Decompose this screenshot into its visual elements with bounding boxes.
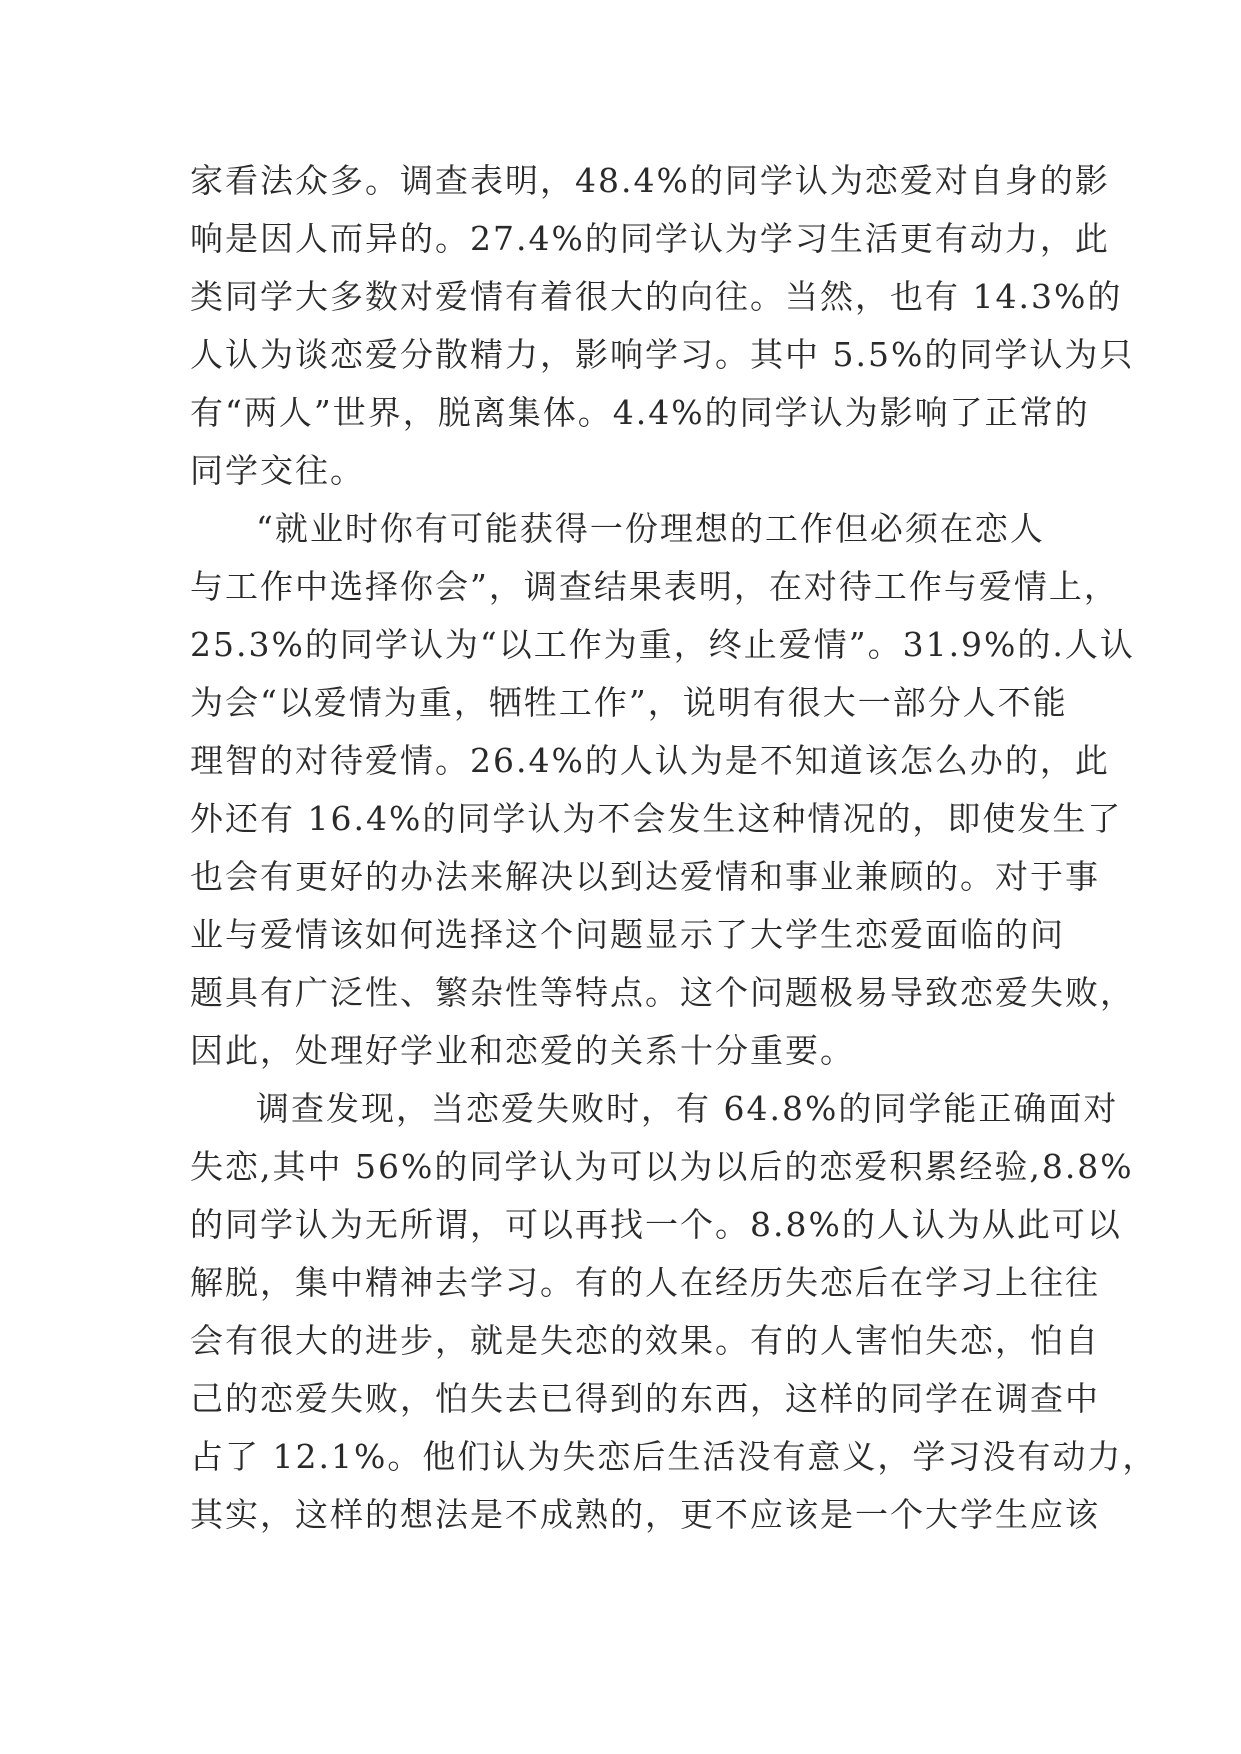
paragraph-2 [190,500,1135,1080]
text-line: 理智的对待爱情。26.4%的人认为是不知道该怎么办的，此 [190,741,1110,780]
text-line: 题具有广泛性、繁杂性等特点。这个问题极易导致恋爱失败， [190,973,1135,1012]
paragraph-1 [190,152,1135,500]
text-line: 也会有更好的办法来解决以到达爱情和事业兼顾的。对于事 [190,857,1100,896]
text-line: 业与爱情该如何选择这个问题显示了大学生恋爱面临的问 [190,915,1065,954]
text-line: 外还有 16.4%的同学认为不会发生这种情况的，即使发生了 [190,799,1123,838]
text-line: 人认为谈恋爱分散精力，影响学习。其中 5.5%的同学认为只 [190,335,1135,374]
paragraph-3 [190,1080,1158,1544]
text-line: 与工作中选择你会”，调查结果表明，在对待工作与爱情上， [190,567,1119,606]
text-line: 会有很大的进步，就是失恋的效果。有的人害怕失恋，怕自 [190,1321,1100,1360]
text-line: 己的恋爱失败，怕失去已得到的东西，这样的同学在调查中 [190,1379,1100,1418]
text-line: 其实，这样的想法是不成熟的，更不应该是一个大学生应该 [190,1495,1100,1534]
text-line: 调查发现，当恋爱失败时，有 64.8%的同学能正确面对 [256,1089,1119,1128]
text-line: 响是因人而异的。27.4%的同学认为学习生活更有动力，此 [190,219,1110,258]
document-body [190,152,1158,1544]
text-line: 同学交往。 [190,451,365,490]
text-line: 因此，处理好学业和恋爱的关系十分重要。 [190,1031,855,1070]
text-line: 有“两人”世界，脱离集体。4.4%的同学认为影响了正常的 [190,393,1090,432]
text-line: 解脱，集中精神去学习。有的人在经历失恋后在学习上往往 [190,1263,1100,1302]
text-line: 25.3%的同学认为“以工作为重，终止爱情”。31.9%的.人认 [190,625,1135,664]
text-line: 家看法众多。调查表明，48.4%的同学认为恋爱对自身的影 [190,161,1110,200]
text-line: 类同学大多数对爱情有着很大的向往。当然，也有 14.3%的 [190,277,1123,316]
text-line: 占了 12.1%。他们认为失恋后生活没有意义，学习没有动力， [190,1437,1158,1476]
text-line: 为会“以爱情为重，牺牲工作”，说明有很大一部分人不能 [190,683,1068,722]
text-line: 失恋,其中 56%的同学认为可以为以后的恋爱积累经验,8.8% [190,1147,1134,1186]
text-line: 的同学认为无所谓，可以再找一个。8.8%的人认为从此可以 [190,1205,1122,1244]
text-line: “就业时你有可能获得一份理想的工作但必须在恋人 [256,509,1045,548]
